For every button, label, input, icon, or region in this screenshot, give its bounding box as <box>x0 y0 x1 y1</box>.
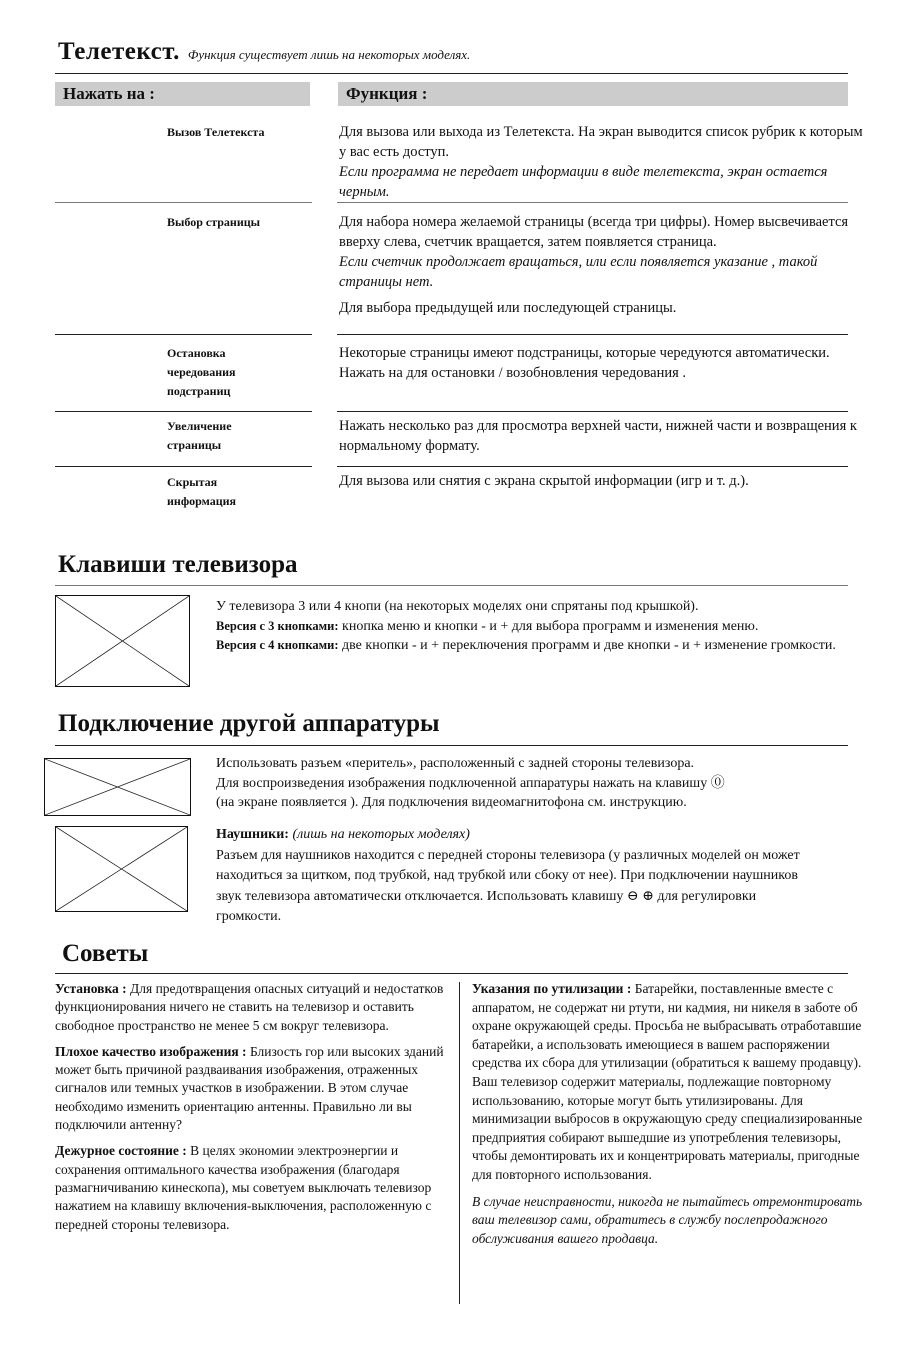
header-press: Нажать на : <box>55 82 310 106</box>
version-4-text: две кнопки - и + переключения программ и две кнопки - и + изменение громкости. <box>338 638 836 653</box>
row-desc-call-teletext <box>339 122 869 202</box>
version-3-text: кнопка меню и кнопки - и + для выбора программ и изменения меню. <box>338 618 759 634</box>
peritel-line-2: Для воспроизведения изображения подключенной аппаратуры нажать на клавишу ⓪ <box>216 775 725 791</box>
desc-line: Для вызова или выхода из Телетекста. На экран выводится список рубрик к которым у вас есть доступ. <box>339 124 863 160</box>
row-desc-stop-subpages <box>339 343 869 383</box>
tip-label: Указания по утилизации : <box>472 981 632 996</box>
row-key-enlarge-page: Увеличение страницы <box>167 419 232 452</box>
desc-line: Для набора номера желаемой страницы (всегда три цифры). Номер высвечивается вверху слева, счетчик вращается, затем появляется страница. <box>339 214 849 250</box>
row-key-call-teletext: Вызов Телетекста <box>167 125 265 139</box>
section-divider <box>55 745 848 746</box>
header-function: Функция : <box>338 82 848 106</box>
row-desc-hidden-info <box>339 471 879 491</box>
headphones-note: (лишь на некоторых моделях) <box>288 827 470 842</box>
teletext-title-line <box>58 38 470 66</box>
tip-warning: В случае неисправности, никогда не пытайтесь отремонтировать ваш телевизор сами, обратитесь в службу послепродажного обслуживания вашего продавца. <box>472 1193 863 1246</box>
column-divider <box>459 982 460 1304</box>
desc-line: Для выбора предыдущей или последующей страницы. <box>339 300 677 316</box>
desc-line: Некоторые страницы имеют подстраницы, которые чередуются автоматически. <box>339 345 830 361</box>
row-divider <box>337 202 848 203</box>
tip-bad-image <box>55 1043 447 1134</box>
image-placeholder-tv-keys <box>55 595 190 687</box>
image-placeholder-peritel <box>44 758 191 816</box>
page-title: Телетекст. <box>58 38 180 65</box>
desc-line: Нажать несколько раз для просмотра верхней части, нижней части и возвращения к нормальному формату. <box>339 418 857 454</box>
tip-text: Для предотвращения опасных ситуаций и недостатков функционирования ничего не ставить на телевизор и оставить свободное пространство не менее 5 см вокруг телевизора. <box>55 981 444 1033</box>
section-heading-other-equipment: Подключение другой аппаратуры <box>58 710 440 737</box>
title-divider <box>55 73 848 74</box>
row-divider <box>55 202 312 203</box>
headphones-heading-line <box>216 825 816 846</box>
section-divider <box>55 973 848 974</box>
headphones-label: Наушники: <box>216 827 289 842</box>
version-3-label: Версия с 3 кнопками: <box>216 618 339 633</box>
tip-label: Установка : <box>55 981 127 996</box>
image-placeholder-headphones <box>55 826 188 912</box>
tips-left-column <box>55 980 447 1242</box>
tip-standby <box>55 1142 447 1233</box>
tip-text: Батарейки, поставленные вместе с аппаратом, не содержат ни ртути, ни кадмия, ни никеля в заботе об охране окружающей среды. Просьба не выбрасывать отработавшие батарейки, а использовать имеющиеся в вашем распоряжении средства их сбора для утилизации (обратиться к вашему продавцу). Ваш телевизор содержит материалы, подлежащие повторному использованию, которые могут быть утилизированы. Для минимизации выбросов в окружающую среду специализированные предприятия собирают вышедшие из употребления телевизоры, чтобы демонтировать их и концентрировать материалы, пригодные для повторного использования. <box>472 981 863 1182</box>
peritel-line-1: Использовать разъем «перитель», расположенный с задней стороны телевизора. <box>216 756 695 771</box>
row-key-stop-subpages: Остановка чередования подстраниц <box>167 346 236 398</box>
tip-text: Близость гор или высоких зданий может быть причиной раздваивания изображения, отраженных сигналов или темных участков в изображении. В этом случае необходимо изменить ориентацию антенны. Правильно ли вы подключили антенну? <box>55 1043 444 1133</box>
tip-text: В целях экономии электроэнергии и сохранения оптимального качества изображения (благодаря размагничиванию кинескопа), мы советуем выключать телевизор нажатием на клавишу включения-выключения, расположенную с передней стороны телевизора. <box>55 1143 432 1232</box>
section-divider <box>55 585 848 586</box>
tv-keys-intro: У телевизора 3 или 4 кнопи (на некоторых моделях они спрятаны под крышкой). <box>216 599 699 614</box>
tv-keys-text <box>216 598 866 656</box>
tip-installation <box>55 980 447 1035</box>
row-desc-enlarge-page <box>339 416 869 456</box>
tv-keys-version-3 <box>216 617 866 637</box>
row-divider <box>337 411 848 412</box>
peritel-text <box>216 754 876 813</box>
desc-line-italic: Если счетчик продолжает вращаться, или если появляется указание , такой страницы нет. <box>339 254 818 290</box>
desc-line: Для вызова или снятия с экрана скрытой информации (игр и т. д.). <box>339 473 749 489</box>
row-desc-page-select <box>339 212 869 318</box>
headphones-text <box>216 825 816 928</box>
row-divider <box>55 411 312 412</box>
row-key-hidden-info: Скрытая информация <box>167 475 237 508</box>
tip-label: Плохое качество изображения : <box>55 1043 247 1059</box>
tip-disposal <box>472 980 864 1185</box>
row-divider <box>55 466 312 467</box>
headphones-body: Разъем для наушников находится с передней стороны телевизора (у различных моделей он может находиться за щитком, под трубкой, над трубкой или сбоку от нее). При подключении наушников звук телевизора автоматически отключается. Использовать клавишу ⊖ ⊕ для регулировки громкости. <box>216 847 800 924</box>
desc-line: Нажать на для остановки / возобновления чередования . <box>339 365 687 381</box>
version-4-label: Версия с 4 кнопками: <box>216 638 339 652</box>
section-heading-tips: Советы <box>62 940 149 967</box>
row-key-page-select: Выбор страницы <box>167 215 261 229</box>
page-subtitle: Функция существует лишь на некоторых моделях. <box>187 47 471 62</box>
row-divider <box>337 466 848 467</box>
peritel-line-3: (на экране появляется ). Для подключения видеомагнитофона см. инструкцию. <box>216 795 687 810</box>
desc-line-italic: Если программа не передает информации в виде телетекста, экран остается черным. <box>339 164 828 200</box>
tv-keys-version-4 <box>216 636 866 656</box>
tips-right-column <box>472 980 864 1256</box>
section-heading-tv-keys: Клавиши телевизора <box>58 551 298 578</box>
row-divider <box>55 334 312 335</box>
tip-label: Дежурное состояние : <box>55 1143 187 1159</box>
row-divider <box>337 334 848 335</box>
